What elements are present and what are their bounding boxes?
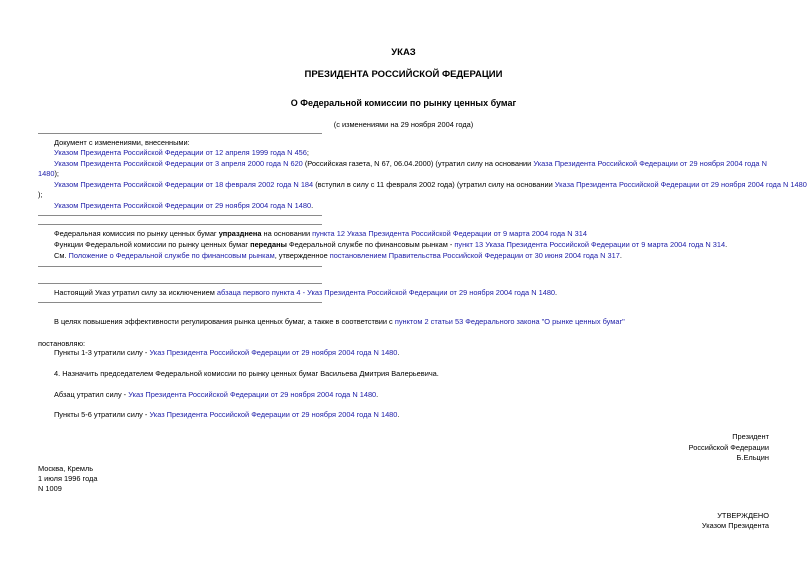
link-decree-1480[interactable]: Указа Президента Российской Федерации от 29 ноября 2004 года N 1480 [38, 159, 767, 178]
divider [38, 283, 322, 284]
change-line-3-tail: ); [38, 190, 43, 199]
change-line-3: Указом Президента Российской Федерации от 18 февраля 2002 года N 184 (вступил в силу с 11 февраля 2002 года) (утратил силу на основании Указа Президента Российской Федерации от 29 ноября 2004 года N 1480 [54, 180, 807, 189]
link-decree-314-p12[interactable]: пункта 12 Указа Президента Российской Федерации от 9 марта 2004 года N 314 [312, 229, 587, 238]
link-fsfr-regulation[interactable]: Положение о Федеральной службе по финансовым рынкам [68, 251, 275, 260]
link-decree-456[interactable]: Указом Президента Российской Федерации от 12 апреля 1999 года N 456 [54, 148, 307, 157]
paragraph-void: Абзац утратил силу - Указ Президента Российской Федерации от 29 ноября 2004 года N 1480. [54, 390, 379, 399]
divider [38, 302, 322, 303]
amendment-note: (с изменениями на 29 ноября 2004 года) [333, 120, 474, 129]
abolished-line-2: Функции Федеральной комиссии по рынку ценных бумаг переданы Федеральной службе по финансовым рынкам - пункт 13 Указа Президента Российской Федерации от 9 марта 2004 года N 314. [54, 240, 728, 249]
date: 1 июля 1996 года [38, 474, 98, 483]
decree-number: N 1009 [38, 484, 62, 493]
validity-note: Настоящий Указ утратил силу за исключением абзаца первого пункта 4 - Указ Президента Российской Федерации от 29 ноября 2004 года N 1480. [54, 288, 558, 297]
link-decree-1480[interactable]: Указа Президента Российской Федерации от 29 ноября 2004 года N 1480 [554, 180, 807, 189]
signature-line-1: Президент [732, 432, 769, 441]
preamble: В целях повышения эффективности регулирования рынка ценных бумаг, а также в соответствии с пунктом 2 статьи 53 Федерального закона "О рынке ценных бумаг" [54, 317, 625, 326]
place: Москва, Кремль [38, 464, 94, 473]
document-title: О Федеральной комиссии по рынку ценных бумаг [290, 98, 517, 108]
points-1-3: Пункты 1-3 утратили силу - Указ Президента Российской Федерации от 29 ноября 2004 года N 1480. [54, 348, 400, 357]
change-line-2: Указом Президента Российской Федерации от 3 апреля 2000 года N 620 (Российская газета, N 67, 06.04.2000) (утратил силу на основании Указа Президента Российской Федерации от 29 ноября 2004 года N 1480); [38, 159, 767, 178]
decree-title: УКАЗ [391, 47, 416, 58]
points-5-6: Пункты 5-6 утратили силу - Указ Президента Российской Федерации от 29 ноября 2004 года N 1480. [54, 410, 400, 419]
changes-intro: Документ с изменениями, внесенными: [54, 138, 190, 147]
link-decree-314-p13[interactable]: пункт 13 Указа Президента Российской Федерации от 9 марта 2004 года N 314 [454, 240, 726, 249]
divider [38, 133, 322, 134]
approved-label: УТВЕРЖДЕНО [717, 511, 769, 520]
change-line-1: Указом Президента Российской Федерации от 12 апреля 1999 года N 456; [54, 148, 309, 157]
divider [38, 224, 322, 225]
postanovlyayu: постановляю: [38, 339, 86, 348]
link-decree-1480[interactable]: Указ Президента Российской Федерации от 29 ноября 2004 года N 1480 [128, 390, 377, 399]
decree-subtitle: ПРЕЗИДЕНТА РОССИЙСКОЙ ФЕДЕРАЦИИ [304, 69, 503, 80]
link-decree-184[interactable]: Указом Президента Российской Федерации от 18 февраля 2002 года N 184 [54, 180, 314, 189]
link-decree-1480-p4[interactable]: абзаца первого пункта 4 - Указ Президента Российской Федерации от 29 ноября 2004 года N 1480 [216, 288, 556, 297]
divider [38, 266, 322, 267]
signature-line-2: Российской Федерации [688, 443, 769, 452]
divider [38, 215, 322, 216]
link-decree-1480[interactable]: Указ Президента Российской Федерации от 29 ноября 2004 года N 1480 [149, 410, 398, 419]
link-decree-620[interactable]: Указом Президента Российской Федерации от 3 апреля 2000 года N 620 [54, 159, 303, 168]
link-decree-1480[interactable]: Указ Президента Российской Федерации от 29 ноября 2004 года N 1480 [149, 348, 398, 357]
change-line-4: Указом Президента Российской Федерации от 29 ноября 2004 года N 1480. [54, 201, 314, 210]
link-securities-law-art53[interactable]: пунктом 2 статьи 53 Федерального закона "О рынке ценных бумаг" [394, 317, 625, 326]
link-government-resolution-317[interactable]: постановлением Правительства Российской Федерации от 30 июня 2004 года N 317 [329, 251, 620, 260]
point-4: 4. Назначить председателем Федеральной комиссии по рынку ценных бумаг Васильева Дмитрия Валерьевича. [54, 369, 439, 378]
abolished-line-3: См. Положение о Федеральной службе по финансовым рынкам, утвержденное постановлением Правительства Российской Федерации от 30 июня 2004 года N 317. [54, 251, 622, 260]
approved-by: Указом Президента [701, 521, 769, 530]
abolished-line-1: Федеральная комиссия по рынку ценных бумаг упразднена на основании пункта 12 Указа Президента Российской Федерации от 9 марта 2004 года N 314 [54, 229, 587, 238]
link-decree-1480[interactable]: Указом Президента Российской Федерации от 29 ноября 2004 года N 1480 [54, 201, 312, 210]
signature-name: Б.Ельцин [736, 453, 769, 462]
